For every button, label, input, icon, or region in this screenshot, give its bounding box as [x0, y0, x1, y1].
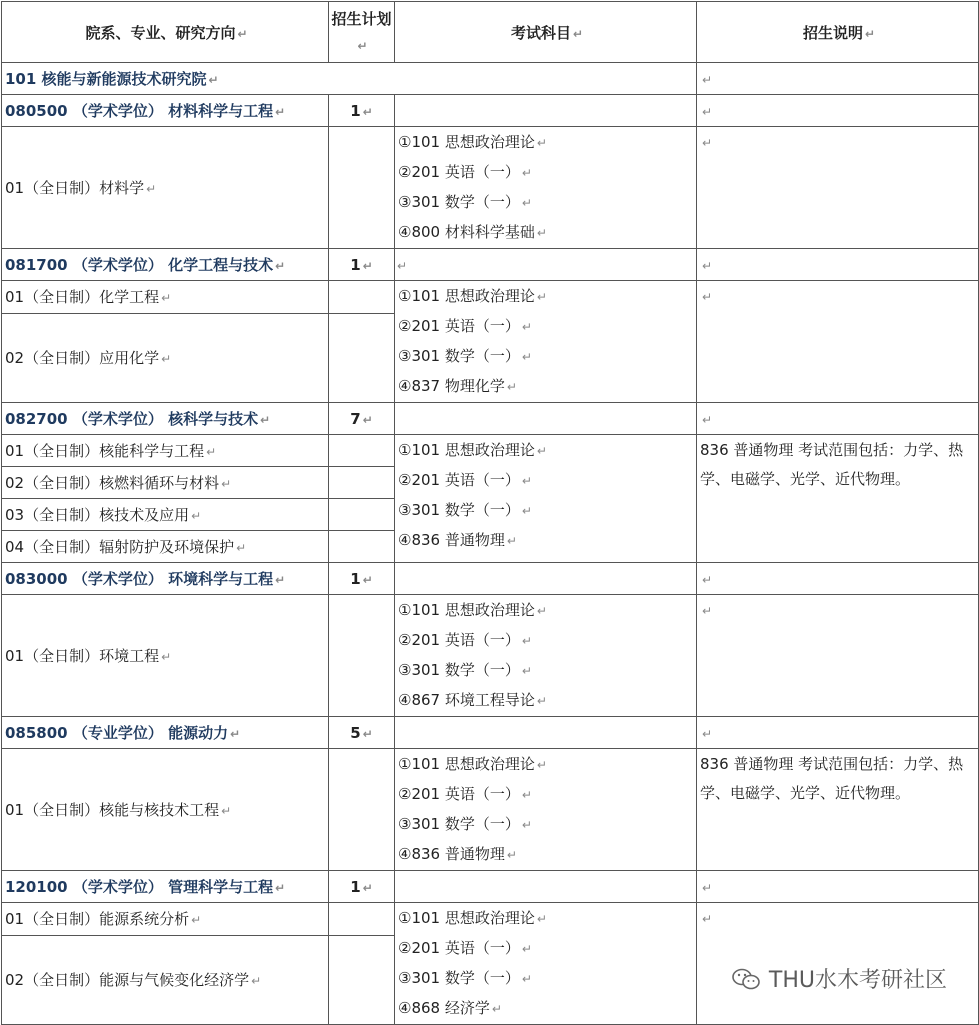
major-title: 083000 （学术学位） 环境科学与工程 ↵ [2, 563, 329, 595]
subject-line: ②201 英语（一） ↵ [398, 939, 532, 957]
subject-line: ②201 英语（一） ↵ [398, 317, 532, 335]
direction-plan-empty [329, 531, 395, 563]
direction-row [2, 127, 979, 249]
admission-note: 836 普通物理 考试范围包括：力学、热学、电磁学、光学、近代物理。 [697, 749, 979, 871]
direction-plan-empty [329, 467, 395, 499]
direction-name: 04（全日制）辐射防护及环境保护 ↵ [2, 531, 329, 563]
major-row [2, 403, 979, 435]
institute-name: 101 核能与新能源技术研究院 ↵ [2, 63, 697, 95]
major-plan: 1 ↵ [329, 95, 395, 127]
subject-line: ③301 数学（一） ↵ [398, 815, 532, 833]
subject-line: ③301 数学（一） ↵ [398, 193, 532, 211]
subject-line: ③301 数学（一） ↵ [398, 969, 532, 987]
subject-line: ④836 普通物理 ↵ [398, 531, 517, 549]
direction-plan-empty [329, 935, 395, 1024]
direction-name: 01（全日制）化学工程 ↵ [2, 281, 329, 314]
subject-line: ①101 思想政治理论 ↵ [398, 441, 547, 459]
subject-line: ④836 普通物理 ↵ [398, 845, 517, 863]
direction-row [2, 435, 979, 467]
exam-subjects [395, 595, 697, 717]
subject-line: ③301 数学（一） ↵ [398, 347, 532, 365]
major-subjects-empty [395, 871, 697, 903]
major-note-empty: ↵ [697, 871, 979, 903]
major-row [2, 95, 979, 127]
major-note-empty: ↵ [697, 95, 979, 127]
exam-subjects [395, 435, 697, 563]
table-header-row [2, 2, 979, 63]
major-plan: 1 ↵ [329, 871, 395, 903]
institute-row [2, 63, 979, 95]
admission-note: 836 普通物理 考试范围包括：力学、热学、电磁学、光学、近代物理。 [697, 435, 979, 563]
admission-table [1, 1, 979, 1025]
subject-line: ①101 思想政治理论 ↵ [398, 909, 547, 927]
major-note-empty: ↵ [697, 717, 979, 749]
major-title: 120100 （学术学位） 管理科学与工程 ↵ [2, 871, 329, 903]
exam-subjects [395, 127, 697, 249]
direction-plan-empty [329, 749, 395, 871]
major-subjects-empty [395, 403, 697, 435]
direction-row [2, 281, 979, 314]
subject-line: ②201 英语（一） ↵ [398, 631, 532, 649]
direction-name: 01（全日制）能源系统分析 ↵ [2, 903, 329, 936]
subject-line: ③301 数学（一） ↵ [398, 661, 532, 679]
direction-row [2, 595, 979, 717]
direction-name: 01（全日制）环境工程 ↵ [2, 595, 329, 717]
direction-name: 02（全日制）能源与气候变化经济学 ↵ [2, 935, 329, 1024]
direction-plan-empty [329, 313, 395, 402]
direction-row [2, 749, 979, 871]
admission-note: ↵ [697, 595, 979, 717]
subject-line: ③301 数学（一） ↵ [398, 501, 532, 519]
subject-line: ④867 环境工程导论 ↵ [398, 691, 547, 709]
major-title: 082700 （学术学位） 核科学与技术 ↵ [2, 403, 329, 435]
subject-line: ①101 思想政治理论 ↵ [398, 755, 547, 773]
institute-note: ↵ [697, 63, 979, 95]
major-subjects-empty [395, 563, 697, 595]
major-plan: 7 ↵ [329, 403, 395, 435]
subject-line: ②201 英语（一） ↵ [398, 163, 532, 181]
direction-name: 01（全日制）核能与核技术工程 ↵ [2, 749, 329, 871]
direction-name: 03（全日制）核技术及应用 ↵ [2, 499, 329, 531]
major-title: 080500 （学术学位） 材料科学与工程 ↵ [2, 95, 329, 127]
major-plan: 1 ↵ [329, 249, 395, 281]
exam-subjects [395, 903, 697, 1025]
subject-line: ②201 英语（一） ↵ [398, 471, 532, 489]
header-subjects: 考试科目 ↵ [395, 2, 697, 63]
admission-note: ↵ [697, 281, 979, 403]
watermark-text: THU水木考研社区 [768, 968, 947, 993]
watermark [731, 963, 947, 994]
major-plan: 5 ↵ [329, 717, 395, 749]
major-title: 085800 （专业学位） 能源动力 ↵ [2, 717, 329, 749]
major-row [2, 717, 979, 749]
header-plan: 招生计划↵ [329, 2, 395, 63]
major-plan: 1 ↵ [329, 563, 395, 595]
header-major: 院系、专业、研究方向 ↵ [2, 2, 329, 63]
admission-note: ↵ [697, 127, 979, 249]
major-note-empty: ↵ [697, 563, 979, 595]
subject-line: ①101 思想政治理论 ↵ [398, 133, 547, 151]
major-subjects-empty: ↵ [395, 249, 697, 281]
direction-name: 02（全日制）应用化学 ↵ [2, 313, 329, 402]
subject-line: ④868 经济学 ↵ [398, 999, 502, 1017]
subject-line: ②201 英语（一） ↵ [398, 785, 532, 803]
admission-note: ↵ [697, 903, 979, 1025]
direction-plan-empty [329, 127, 395, 249]
exam-subjects [395, 749, 697, 871]
subject-line: ①101 思想政治理论 ↵ [398, 601, 547, 619]
major-subjects-empty [395, 717, 697, 749]
major-row [2, 563, 979, 595]
direction-row [2, 903, 979, 936]
direction-plan-empty [329, 499, 395, 531]
direction-plan-empty [329, 595, 395, 717]
wechat-icon [731, 967, 761, 991]
header-note: 招生说明 ↵ [697, 2, 979, 63]
subject-line: ①101 思想政治理论 ↵ [398, 287, 547, 305]
direction-plan-empty [329, 435, 395, 467]
major-subjects-empty [395, 95, 697, 127]
subject-line: ④800 材料科学基础 ↵ [398, 223, 547, 241]
direction-name: 01（全日制）核能科学与工程 ↵ [2, 435, 329, 467]
major-note-empty: ↵ [697, 249, 979, 281]
direction-name: 02（全日制）核燃料循环与材料 ↵ [2, 467, 329, 499]
direction-name: 01（全日制）材料学 ↵ [2, 127, 329, 249]
direction-plan-empty [329, 281, 395, 314]
major-row [2, 249, 979, 281]
major-row [2, 871, 979, 903]
subject-line: ④837 物理化学 ↵ [398, 377, 517, 395]
exam-subjects [395, 281, 697, 403]
major-note-empty: ↵ [697, 403, 979, 435]
direction-plan-empty [329, 903, 395, 936]
major-title: 081700 （学术学位） 化学工程与技术 ↵ [2, 249, 329, 281]
